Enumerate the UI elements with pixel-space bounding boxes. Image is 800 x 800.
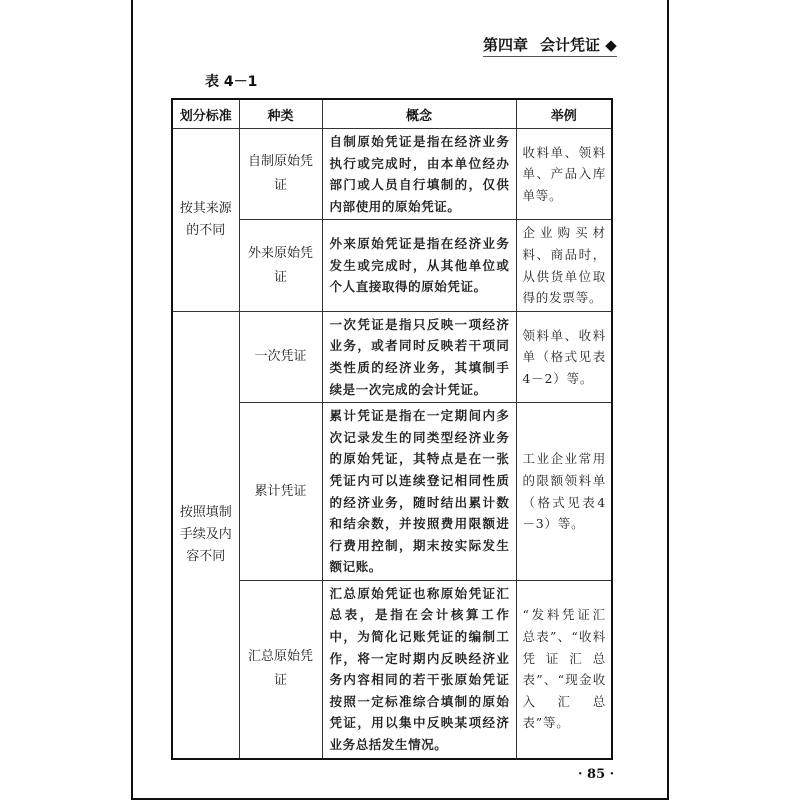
page-number: · 85 · xyxy=(578,767,615,782)
kind-cell: 自制原始凭证 xyxy=(239,129,322,220)
chapter-title: 会计凭证 xyxy=(540,36,601,54)
example-cell: “发料凭证汇总表”、“收料凭证汇总表”、“现金收入汇总表”等。 xyxy=(516,580,612,758)
header-example: 举例 xyxy=(516,99,612,129)
header-criterion: 划分标准 xyxy=(172,99,239,129)
table-row xyxy=(172,129,612,220)
criterion-cell: 按其来源的不同 xyxy=(172,129,239,312)
concept-cell: 自制原始凭证是指在经济业务执行或完成时，由本单位经办部门或人员自行填制的，仅供内部使用的原始凭证。 xyxy=(322,129,516,220)
concept-cell: 一次凭证是指只反映一项经济业务，或者同时反映若干项同类性质的经济业务，其填制手续是一次完成的会计凭证。 xyxy=(322,311,516,402)
running-head xyxy=(483,34,617,57)
voucher-classification-table xyxy=(171,98,613,760)
example-cell: 领料单、收料单（格式见表4－2）等。 xyxy=(516,311,612,402)
example-cell: 企业购买材料、商品时，从供货单位取得的发票等。 xyxy=(516,220,612,311)
example-cell: 收料单、领料单、产品入库单等。 xyxy=(516,129,612,220)
concept-cell: 汇总原始凭证也称原始凭证汇总表，是指在会计核算工作中，为简化记账凭证的编制工作，将一定时期内反映经济业务内容相同的若干张原始凭证按照一定标准综合填制的原始凭证，用以集中反映某项经济业务总括发生情况。 xyxy=(322,580,516,758)
diamond-icon: ◆ xyxy=(605,36,617,54)
concept-cell: 累计凭证是指在一定期间内多次记录发生的同类型经济业务的原始凭证，其特点是在一张凭证内可以连续登记相同性质的经济业务，随时结出累计数和结余数，并按照费用限额进行费用控制，期末按实际发生额记账。 xyxy=(322,403,516,581)
kind-cell: 汇总原始凭证 xyxy=(239,580,322,758)
table-caption: 表 4－1 xyxy=(205,74,258,90)
table-header-row xyxy=(172,99,612,129)
example-cell: 工业企业常用的限额领料单（格式见表4－3）等。 xyxy=(516,403,612,581)
header-kind: 种类 xyxy=(239,99,322,129)
header-concept: 概念 xyxy=(322,99,516,129)
concept-cell: 外来原始凭证是指在经济业务发生或完成时，从其他单位或个人直接取得的原始凭证。 xyxy=(322,220,516,311)
kind-cell: 累计凭证 xyxy=(239,403,322,581)
kind-cell: 一次凭证 xyxy=(239,311,322,402)
kind-cell: 外来原始凭证 xyxy=(239,220,322,311)
table-row xyxy=(172,311,612,402)
criterion-cell: 按照填制手续及内容不同 xyxy=(172,311,239,758)
chapter-label: 第四章 xyxy=(483,36,529,54)
